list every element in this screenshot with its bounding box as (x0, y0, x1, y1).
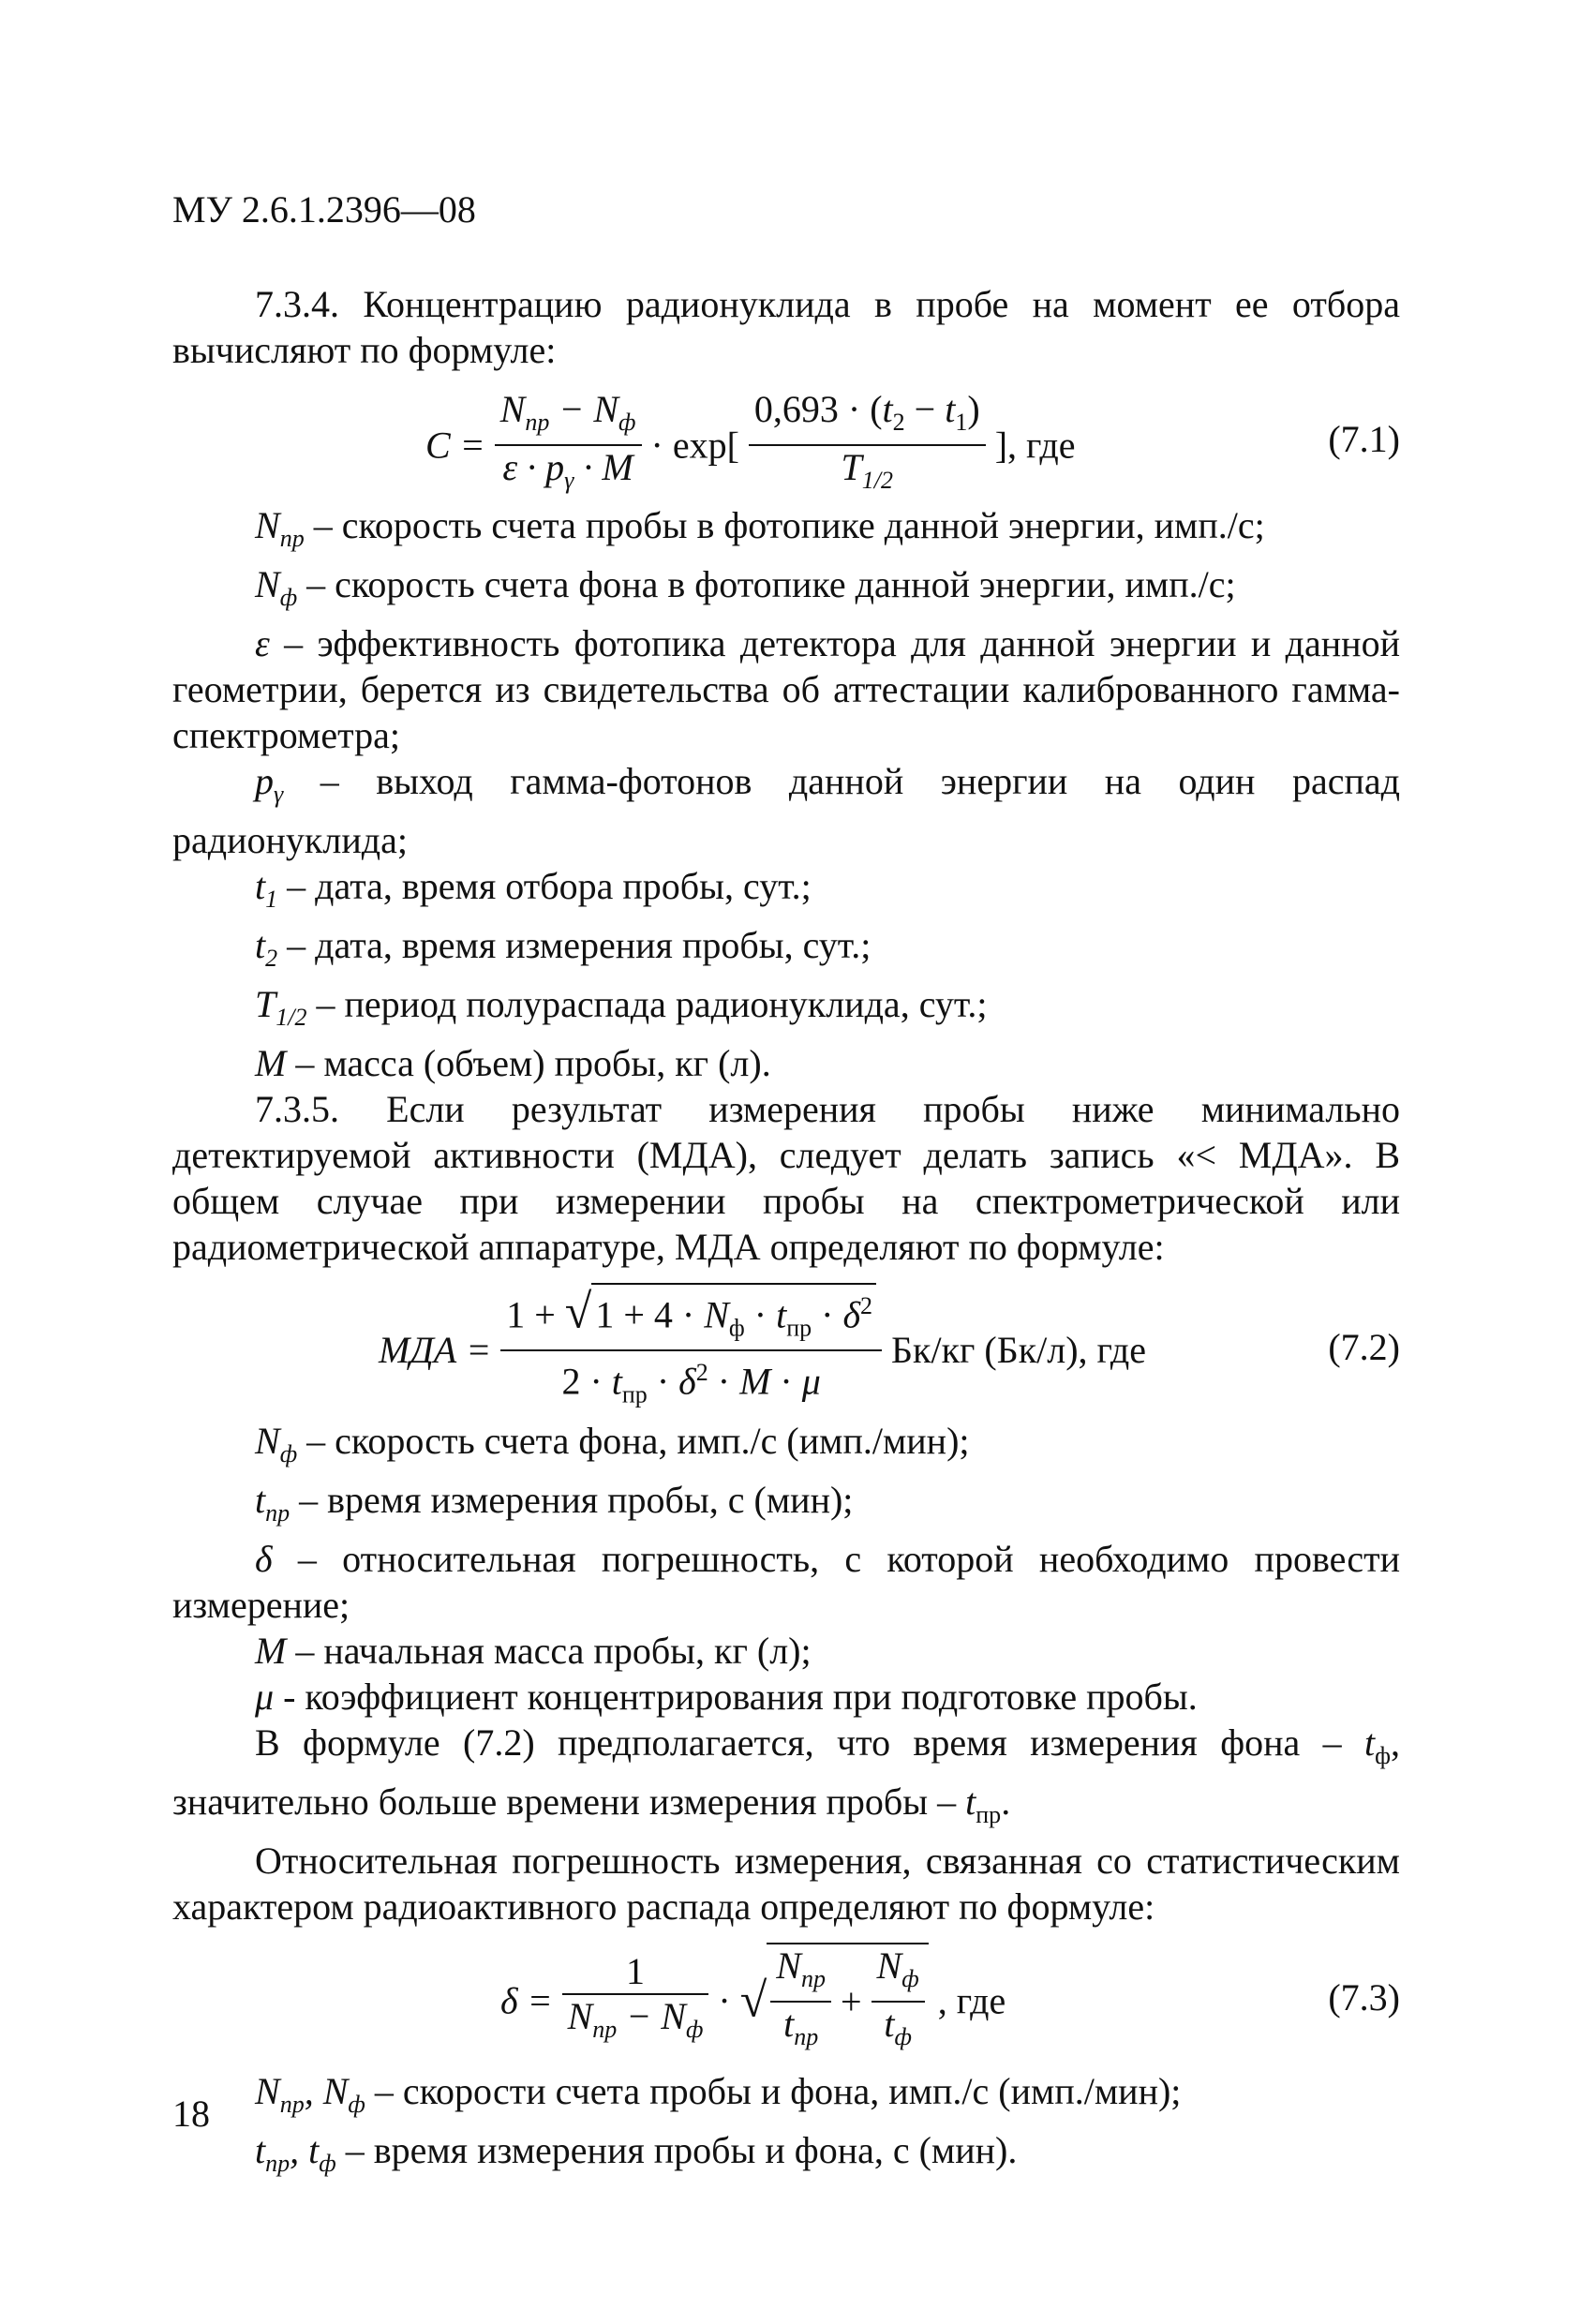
definition-item: $T_{1/2}$ – период полураспада радионуклида, сут.; (255, 983, 988, 1031)
formula-7-3-number: (7.3) (1328, 1976, 1400, 2019)
definition-item: $N_ф$ – скорость счета фона, имп./с (имп./мин); (255, 1420, 970, 1467)
section-7-3-5-intro: 7.3.5. Если результат измерения пробы ниже минимально детектируемой активности (МДА), следует делать запись «< МДА». В общем случае при измерении пробы на спектрометрической или радиометрической аппаратуре, МДА определяют по формуле: (172, 1088, 1400, 1268)
definitions-7-3 (172, 2068, 1400, 2186)
page-number: 18 (172, 2093, 210, 2135)
section-7-3-4-intro: 7.3.4. Концентрацию радионуклида в пробе на момент ее отбора вычисляют по формуле: (172, 283, 1400, 371)
definition-item: δ – относительная погрешность, с которой необходимо провести измерение; (172, 1538, 1400, 1626)
document-code-header: МУ 2.6.1.2396—08 (172, 188, 476, 231)
formula-7-1-number: (7.1) (1328, 418, 1400, 460)
definition-item: $t_{пр}$, $t_ф$ – время измерения пробы и фона, с (мин). (255, 2129, 1018, 2177)
definition-item: $t_{пр}$ – время измерения пробы, с (мин); (255, 1479, 854, 1527)
note-formula-7-2: В формуле (7.2) предполагается, что время измерения фона – $t_ф$, значительно больше времени измерения пробы – $t_{пр}$. (172, 1721, 1400, 1828)
definition-item: M – начальная масса пробы, кг (л); (255, 1630, 812, 1672)
definition-item: $N_{пр}$, $N_ф$ – скорости счета пробы и фона, имп./с (имп./мин); (255, 2070, 1182, 2118)
formula-7-3-where: , где (937, 1979, 1006, 2022)
formula-7-2: МДА = $\frac{1 + √ 1 + 4 \cdot N_ф \cdot t_{пр} \cdot \delta^2}{2 \cdot t_{пр} \cdot \delta^2 \cdot M \cdot \mu}$ Бк/кг (Бк/л), где (7.2) (172, 1277, 1400, 1408)
definitions-7-1 (172, 502, 1400, 1086)
definition-item: M – масса (объем) пробы, кг (л). (255, 1042, 771, 1084)
definition-item: $t_2$ – дата, время измерения пробы, сут.; (255, 924, 871, 972)
formula-7-2-number: (7.2) (1328, 1326, 1400, 1368)
formula-7-2-units: Бк/кг (Бк/л), где (891, 1328, 1147, 1371)
definition-item: μ - коэффициент концентрирования при подготовке пробы. (255, 1676, 1198, 1718)
formula-7-3: δ = $\frac{1}{N_{пр} - N_ф}$ · √ $\frac{N_{пр}}{t_{пр}}$ + $\frac{N_ф}{t_ф}$ , где (7.3) (172, 1937, 1400, 2059)
formula-7-1: C = $\frac{N_{пр} - N_ф}{\varepsilon \cdot p_\gamma \cdot M}$ · exp[ $\frac{0,693 \cdot (t_2 - t_1)}{T_{1/2}}$ ], где (7.1) (425, 388, 1400, 494)
formula-7-1-where: , где (1007, 424, 1076, 467)
definition-item: $t_1$ – дата, время отбора пробы, сут.; (255, 865, 812, 913)
definitions-7-2 (172, 1418, 1400, 1720)
definition-item: ε – эффективность фотопика детектора для данной энергии и данной геометрии, берется из свидетельства об аттестации калиброванного гамма-спектрометра; (172, 622, 1400, 756)
definition-item: $p_\gamma$ – выход гамма-фотонов данной энергии на один распад радионуклида; (172, 760, 1400, 861)
body-text (172, 281, 1400, 2186)
definition-item: $N_{пр}$ – скорость счета пробы в фотопике данной энергии, имп./с; (255, 504, 1265, 552)
error-intro: Относительная погрешность измерения, связанная со статистическим характером радиоактивного распада определяют по формуле: (172, 1840, 1400, 1928)
definition-item: $N_ф$ – скорость счета фона в фотопике данной энергии, имп./с; (255, 563, 1236, 611)
